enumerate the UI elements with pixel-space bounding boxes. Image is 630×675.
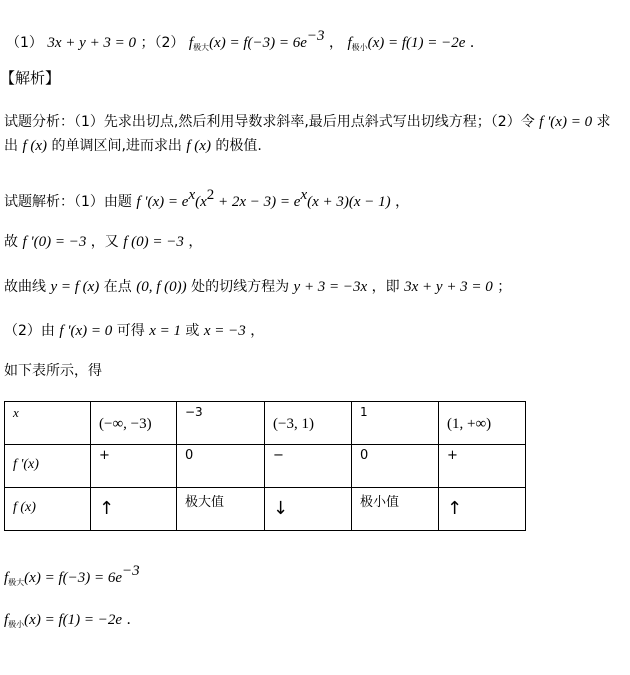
answer-max-rest: (x) = f(−3) = 6e <box>209 35 307 51</box>
table-header-x: x <box>13 405 19 420</box>
analysis-math-2b: f (x) <box>186 138 211 154</box>
answer-part1-label: （1） <box>6 35 43 51</box>
sign-at-minus-three: 0 <box>185 448 194 463</box>
solution-line-3 <box>4 277 511 297</box>
result-max-line <box>4 561 140 593</box>
derivative-exp-b: 2 <box>206 187 215 203</box>
interval-left: (−∞, −3) <box>99 416 152 432</box>
derivative-exp-c: x <box>300 187 308 203</box>
analysis-math-1: f '(x) = 0 <box>539 114 593 130</box>
answer-max-f: f <box>188 35 194 51</box>
interval-middle: (−3, 1) <box>273 416 314 432</box>
analysis-text-2c: 的极值. <box>215 138 262 154</box>
decreasing-arrow: ↓ <box>273 498 289 519</box>
table-header-function: f (x) <box>13 500 36 515</box>
point-coordinates: (0, f (0)) <box>136 279 187 295</box>
result-max-f: f <box>4 570 9 586</box>
local-max-label: 极大值 <box>185 495 225 510</box>
answer-comma: ， <box>328 35 343 51</box>
answer-min-f: f <box>347 35 352 51</box>
root-2: x = −3 <box>203 323 246 339</box>
critical-condition: f '(x) = 0 <box>59 323 113 339</box>
result-max-exp: −3 <box>122 563 140 579</box>
solution-text-4b: 可得 <box>116 323 145 339</box>
analysis-text-1: 试题分析：（1）先求出切点,然后利用导数求斜率,最后用点斜式写出切线方程；（2）令 <box>4 114 535 130</box>
sign-at-one: 0 <box>360 448 369 463</box>
value-at-zero: f (0) = −3 <box>123 234 184 250</box>
table-row-function <box>5 488 526 531</box>
solution-text-4c: 或 <box>185 323 200 339</box>
increasing-arrow-right: ↑ <box>447 498 463 519</box>
solution-line-1 <box>4 185 409 212</box>
answer-part1-equation: 3x + y + 3 = 0 <box>47 35 137 51</box>
sign-left: + <box>99 448 110 463</box>
solution-text-4d: ， <box>250 323 265 339</box>
result-min-end: ． <box>126 612 141 628</box>
result-min-sub: 极小 <box>8 620 25 629</box>
analysis-math-2a: f (x) <box>22 138 48 154</box>
tangent-equation: y + 3 = −3x <box>293 279 368 295</box>
analysis-line-1 <box>4 112 611 132</box>
analysis-text-1b: 求 <box>596 114 611 130</box>
point-minus-three: −3 <box>185 405 203 419</box>
result-min-line <box>4 610 140 635</box>
derivative-b: (x <box>195 194 207 210</box>
local-min-label: 极小值 <box>360 495 400 510</box>
solution-text-3e: ； <box>497 279 512 295</box>
sign-right: + <box>447 448 458 463</box>
result-min-rest: (x) = f(1) = −2e <box>24 612 123 628</box>
result-min-f: f <box>4 612 9 628</box>
result-max-sub: 极大 <box>8 578 25 587</box>
monotonicity-table <box>4 401 526 531</box>
section-header: 【解析】 <box>0 69 61 87</box>
table-header-derivative: f '(x) <box>13 457 39 472</box>
solution-text-3d: ，即 <box>371 279 400 295</box>
solution-text-3b: 在点 <box>103 279 132 295</box>
solution-text-2b: ，又 <box>90 234 119 250</box>
derivative-d: (x + 3)(x − 1) <box>307 194 391 210</box>
derivative-a: f '(x) = e <box>136 194 189 210</box>
solution-text-3c: 处的切线方程为 <box>191 279 290 295</box>
solution-line-4 <box>4 321 264 341</box>
solution-text-3a: 故曲线 <box>4 279 46 295</box>
analysis-text-2a: 出 <box>4 138 18 154</box>
table-row-x <box>5 402 526 445</box>
solution-text-1: 试题解析：（1）由题 <box>4 194 132 210</box>
answer-separator: ；（2） <box>140 35 185 51</box>
answer-max-sub: 极大 <box>193 43 210 52</box>
analysis-line-2 <box>4 136 262 156</box>
derivative-at-zero: f '(0) = −3 <box>22 234 87 250</box>
tangent-equation-general: 3x + y + 3 = 0 <box>404 279 493 295</box>
answer-max-exp: −3 <box>306 28 325 44</box>
result-max-rest: (x) = f(−3) = 6e <box>24 570 123 586</box>
sign-middle: − <box>273 448 284 463</box>
root-1: x = 1 <box>149 323 181 339</box>
point-one: 1 <box>360 405 368 419</box>
analysis-text-2b: 的单调区间,进而求出 <box>51 138 182 154</box>
answer-min-sub: 极小 <box>351 43 368 52</box>
derivative-exp-a: x <box>188 187 196 203</box>
answer-line <box>6 26 484 58</box>
curve-equation: y = f (x) <box>50 279 100 295</box>
solution-comma-2: ， <box>188 234 203 250</box>
solution-comma-1: ， <box>395 194 410 210</box>
solution-line-5: 如下表所示，得 <box>4 363 102 379</box>
table-row-derivative <box>5 445 526 488</box>
answer-end: ． <box>469 35 484 51</box>
solution-text-2a: 故 <box>4 234 18 250</box>
interval-right: (1, +∞) <box>447 416 492 432</box>
solution-line-2 <box>4 232 202 252</box>
answer-min-rest: (x) = f(1) = −2e <box>367 35 466 51</box>
solution-text-4a: （2）由 <box>4 323 55 339</box>
derivative-c: + 2x − 3) = e <box>214 194 301 210</box>
increasing-arrow-left: ↑ <box>99 498 115 519</box>
